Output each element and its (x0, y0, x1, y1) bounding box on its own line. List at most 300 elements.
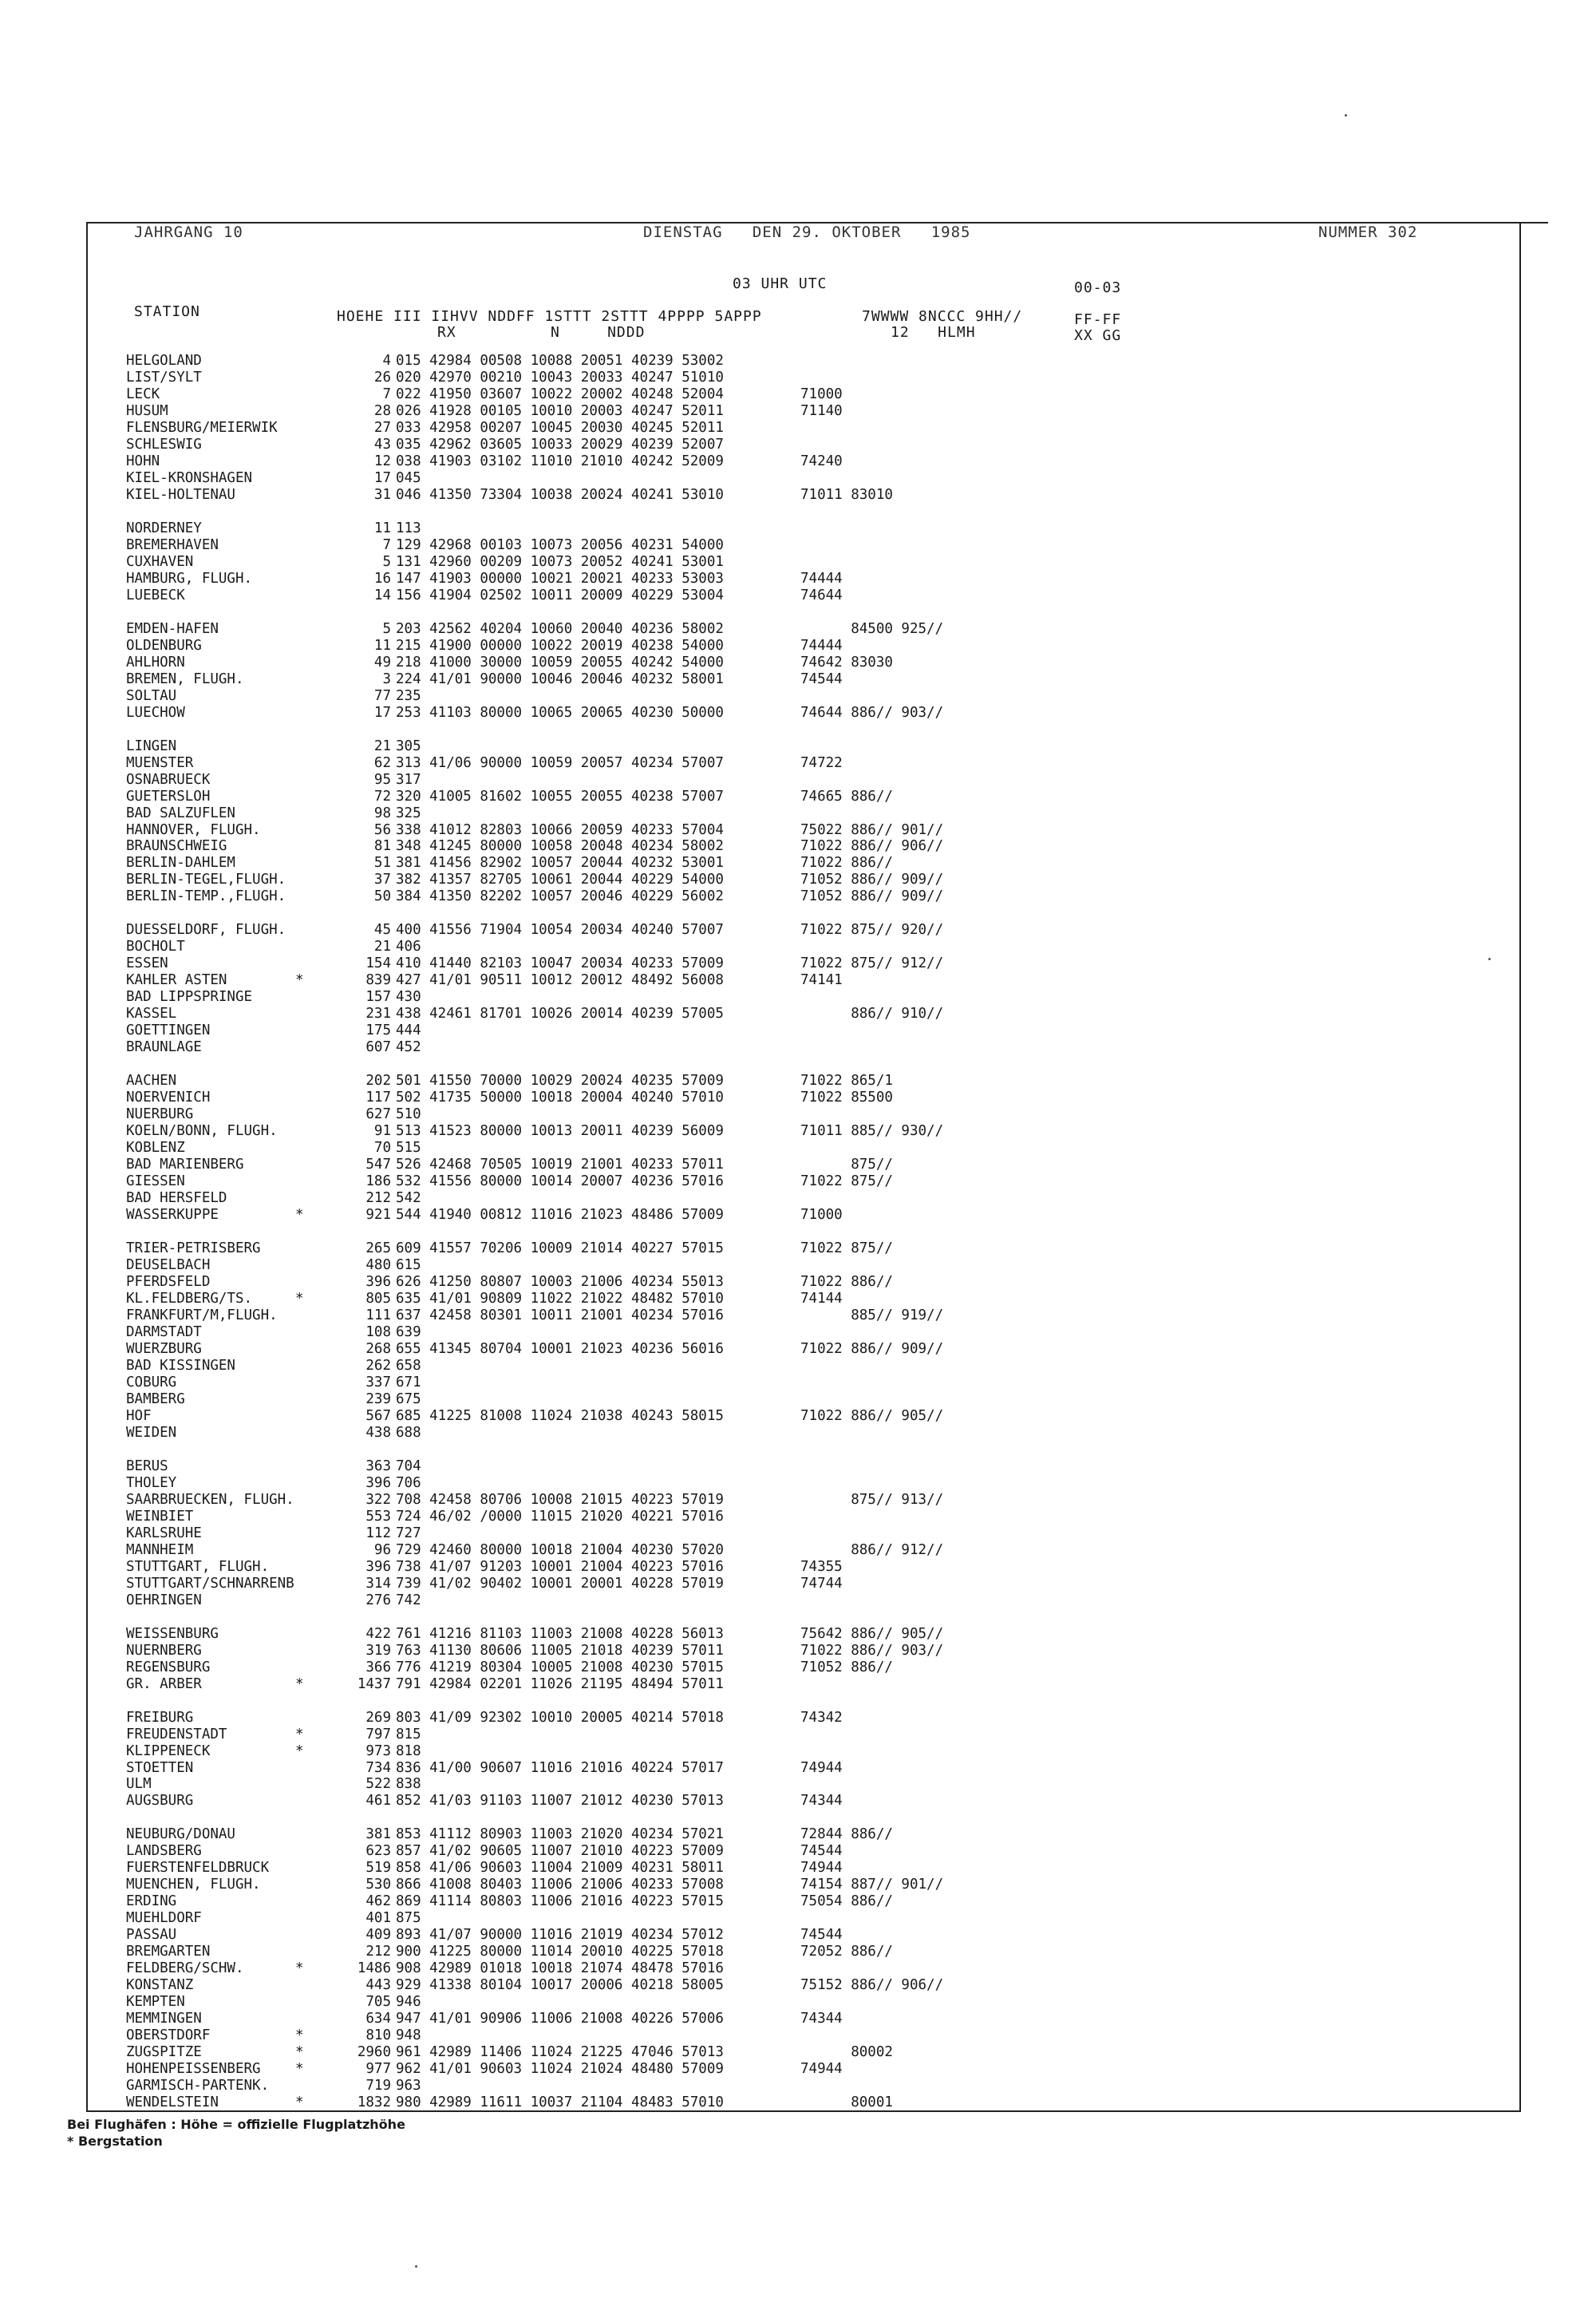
table-row (86, 386, 1507, 403)
synop-groups: 857 41/02 90605 11007 21010 40223 57009 (396, 1843, 724, 1860)
extra-groups: 74642 83030 (800, 654, 893, 670)
station-name: SOLTAU (126, 687, 177, 704)
station-name: DEUSELBACH (126, 1257, 211, 1274)
station-name: TRIER-PETRISBERG (126, 1240, 261, 1257)
station-height: 7 (382, 386, 391, 402)
synop-groups: 946 (396, 1994, 421, 2011)
synop-groups: 033 42958 00207 10045 20030 40245 52011 (396, 419, 724, 436)
extra-groups: 875// 913// (800, 1491, 944, 1508)
station-height: 108 (365, 1323, 391, 1340)
station-name: STOETTEN (126, 1759, 194, 1776)
synop-groups: 410 41440 82103 10047 20034 40233 57009 (396, 955, 724, 972)
station-name: NORDERNEY (126, 520, 202, 536)
station-name: KIEL-HOLTENAU (126, 486, 235, 503)
station-height: 175 (365, 1022, 391, 1039)
station-name: LUECHOW (126, 704, 185, 721)
station-height: 422 (365, 1625, 391, 1642)
station-height: 366 (365, 1659, 391, 1675)
volume-label: JAHRGANG 10 (134, 223, 243, 241)
synop-groups: 224 41/01 90000 10046 20046 40232 58001 (396, 670, 724, 687)
extra-groups: 74144 (800, 1291, 843, 1307)
station-height: 977 (365, 2061, 391, 2078)
table-row (86, 470, 1507, 487)
station-height: 363 (365, 1458, 391, 1474)
synop-groups: 381 41456 82902 10057 20044 40232 53001 (396, 855, 724, 872)
synop-groups: 671 (396, 1374, 421, 1390)
table-row (86, 1860, 1507, 1877)
table-row (86, 989, 1507, 1006)
station-height: 438 (365, 1424, 391, 1441)
station-height: 314 (365, 1575, 391, 1592)
station-name: WASSERKUPPE (126, 1207, 219, 1224)
station-name: ULM (126, 1776, 152, 1793)
station-height: 28 (373, 402, 391, 419)
extra-groups: 71022 875// (800, 1173, 893, 1190)
extra-groups: 80002 (800, 2044, 893, 2061)
table-row (86, 1240, 1507, 1257)
table-row (86, 688, 1507, 705)
station-height: 77 (373, 687, 391, 704)
station-height: 212 (365, 1190, 391, 1207)
table-row (86, 822, 1507, 839)
synop-groups: 320 41005 81602 10055 20055 40238 57007 (396, 788, 724, 805)
table-row (86, 1944, 1507, 1960)
synop-groups: 609 41557 70206 10009 21014 40227 57015 (396, 1240, 724, 1257)
station-name: MUENSTER (126, 754, 194, 771)
table-row (86, 1307, 1507, 1324)
synop-groups: 929 41338 80104 10017 20006 40218 58005 (396, 1977, 724, 1994)
synop-groups: 218 41000 30000 10059 20055 40242 54000 (396, 654, 724, 670)
synop-groups: 022 41950 03607 10022 20002 40248 52004 (396, 386, 724, 402)
table-row (86, 1207, 1507, 1224)
station-name: GUETERSLOH (126, 788, 211, 805)
synop-groups: 658 (396, 1357, 421, 1374)
synop-groups: 438 42461 81701 10026 20014 40239 57005 (396, 1006, 724, 1022)
extra-groups: 71052 886// (800, 1659, 893, 1675)
table-row (86, 1643, 1507, 1659)
station-name: MUENCHEN, FLUGH. (126, 1877, 261, 1893)
station-name: BRAUNLAGE (126, 1039, 202, 1056)
table-row (86, 772, 1507, 789)
table-row (86, 838, 1507, 855)
table-row (86, 1927, 1507, 1944)
station-name: KOBLENZ (126, 1140, 185, 1157)
table-row (86, 738, 1507, 755)
station-name: BRAUNSCHWEIG (126, 838, 227, 855)
footnote-mountain-station: * Bergstation (67, 2134, 163, 2149)
synop-groups: 203 42562 40204 10060 20040 40236 58002 (396, 620, 724, 637)
station-height: 396 (365, 1274, 391, 1291)
station-name: KEMPTEN (126, 1994, 185, 2011)
synop-groups: 838 (396, 1776, 421, 1793)
station-height: 26 (373, 369, 391, 386)
station-name: GIESSEN (126, 1173, 185, 1190)
station-height: 623 (365, 1843, 391, 1860)
station-name: EMDEN-HAFEN (126, 620, 219, 637)
synop-groups: 215 41900 00000 10022 20019 40238 54000 (396, 637, 724, 654)
station-name: KIEL-KRONSHAGEN (126, 469, 253, 486)
station-name: COBURG (126, 1374, 177, 1390)
mountain-marker: * (295, 1960, 304, 1977)
synop-groups: 836 41/00 90607 11016 21016 40224 57017 (396, 1759, 724, 1776)
extra-groups: 74944 (800, 2061, 843, 2078)
station-name: HANNOVER, FLUGH. (126, 821, 261, 838)
table-row (86, 2011, 1507, 2027)
synop-groups: 026 41928 00105 10010 20003 40247 52011 (396, 402, 724, 419)
station-name: BAD LIPPSPRINGE (126, 989, 253, 1006)
station-name: NUERNBERG (126, 1642, 202, 1659)
station-height: 396 (365, 1558, 391, 1575)
table-row (86, 1743, 1507, 1760)
table-row (86, 1776, 1507, 1793)
extra-groups: 74240 (800, 453, 843, 469)
synop-groups: 325 (396, 805, 421, 821)
table-row (86, 1140, 1507, 1157)
station-height: 462 (365, 1893, 391, 1910)
station-height: 16 (373, 570, 391, 587)
scan-speck (1488, 958, 1491, 960)
extra-groups: 75152 886// 906// (800, 1977, 944, 1994)
synop-groups: 020 42970 00210 10043 20033 40247 51010 (396, 369, 724, 386)
station-height: 21 (373, 939, 391, 955)
station-name: PASSAU (126, 1927, 177, 1944)
station-height: 734 (365, 1759, 391, 1776)
station-name: LECK (126, 386, 160, 402)
station-height: 805 (365, 1291, 391, 1307)
synop-groups: 704 (396, 1458, 421, 1474)
ff-header-line2: XX GG (1074, 327, 1122, 344)
station-name: KOELN/BONN, FLUGH. (126, 1123, 278, 1140)
station-height: 212 (365, 1944, 391, 1960)
table-row (86, 520, 1507, 537)
station-height: 443 (365, 1977, 391, 1994)
station-column-header: STATION (134, 303, 200, 320)
station-height: 1832 (357, 2094, 391, 2111)
synop-groups: 908 42989 01018 10018 21074 48478 57016 (396, 1960, 724, 1977)
synop-groups: 615 (396, 1257, 421, 1274)
station-height: 627 (365, 1106, 391, 1123)
extra-groups: 71022 875// 912// (800, 955, 944, 972)
station-height: 50 (373, 888, 391, 905)
synop-groups: 869 41114 80803 11006 21016 40223 57015 (396, 1893, 724, 1910)
table-row (86, 420, 1507, 437)
station-height: 56 (373, 821, 391, 838)
extra-groups: 71022 875// 920// (800, 922, 944, 939)
table-row (86, 1374, 1507, 1391)
station-name: KAHLER ASTEN (126, 972, 227, 989)
extra-groups: 886// 910// (800, 1006, 944, 1022)
station-name: FELDBERG/SCHW. (126, 1960, 244, 1977)
synop-groups: 791 42984 02201 11026 21195 48494 57011 (396, 1675, 724, 1692)
station-height: 81 (373, 838, 391, 855)
footnote-airport-height: Bei Flughäfen : Höhe = offizielle Flugplatzhöhe (67, 2117, 405, 2132)
station-height: 553 (365, 1508, 391, 1525)
table-row (86, 353, 1507, 370)
synop-groups: 763 41130 80606 11005 21018 40239 57011 (396, 1642, 724, 1659)
station-height: 3 (382, 670, 391, 687)
station-name: DUESSELDORF, FLUGH. (126, 922, 286, 939)
station-height: 62 (373, 754, 391, 771)
station-height: 921 (365, 1207, 391, 1224)
extra-groups-header-line1: 7WWWW 8NCCC 9HH// (862, 308, 1023, 325)
extra-groups: 74344 (800, 1793, 843, 1810)
synop-groups: 742 (396, 1592, 421, 1608)
mountain-marker: * (295, 1726, 304, 1742)
extra-groups: 75642 886// 905// (800, 1625, 944, 1642)
station-name: KARLSRUHE (126, 1525, 202, 1541)
synop-groups: 818 (396, 1742, 421, 1759)
synop-groups: 708 42458 80706 10008 21015 40223 57019 (396, 1491, 724, 1508)
extra-groups: 75022 886// 901// (800, 821, 944, 838)
station-height: 547 (365, 1157, 391, 1173)
table-row (86, 1291, 1507, 1307)
table-row (86, 1022, 1507, 1039)
mountain-marker: * (295, 1742, 304, 1759)
scan-speck (1345, 114, 1347, 117)
table-row (86, 671, 1507, 688)
synop-groups: 406 (396, 939, 421, 955)
station-height: 401 (365, 1910, 391, 1927)
table-row (86, 2078, 1507, 2094)
extra-groups: 74154 887// 901// (800, 1877, 944, 1893)
station-name: AACHEN (126, 1073, 177, 1090)
extra-groups: 74644 (800, 587, 843, 603)
table-row (86, 1826, 1507, 1843)
synop-groups: 729 42460 80000 10018 21004 40230 57020 (396, 1541, 724, 1558)
station-name: STUTTGART, FLUGH. (126, 1558, 270, 1575)
table-row (86, 587, 1507, 604)
station-name: MUEHLDORF (126, 1910, 202, 1927)
extra-groups: 74944 (800, 1860, 843, 1877)
observation-time: 03 UHR UTC (733, 275, 828, 292)
station-height: 519 (365, 1860, 391, 1877)
synop-groups: 637 42458 80301 10011 21001 40234 57016 (396, 1307, 724, 1323)
synop-groups: 427 41/01 90511 10012 20012 48492 56008 (396, 972, 724, 989)
table-row (86, 537, 1507, 554)
extra-groups: 71052 886// 909// (800, 888, 944, 905)
mountain-marker: * (295, 1291, 304, 1307)
synop-groups: 253 41103 80000 10065 20065 40230 50000 (396, 704, 724, 721)
table-row (86, 1475, 1507, 1492)
station-height: 381 (365, 1826, 391, 1843)
extra-groups: 71022 865/1 (800, 1073, 893, 1090)
station-name: HOHENPEISSENBERG (126, 2061, 261, 2078)
station-name: FLENSBURG/MEIERWIK (126, 419, 278, 436)
table-row (86, 1626, 1507, 1643)
synop-groups: 035 42962 03605 10033 20029 40239 52007 (396, 436, 724, 453)
station-height: 705 (365, 1994, 391, 2011)
station-height: 31 (373, 486, 391, 503)
mountain-marker: * (295, 2027, 304, 2044)
station-name: BOCHOLT (126, 939, 185, 955)
synop-groups: 900 41225 80000 11014 20010 40225 57018 (396, 1944, 724, 1960)
synop-groups: 724 46/02 /0000 11015 21020 40221 57016 (396, 1508, 724, 1525)
station-name: FREIBURG (126, 1709, 194, 1726)
station-height: 480 (365, 1257, 391, 1274)
station-name: KASSEL (126, 1006, 177, 1022)
table-row (86, 370, 1507, 386)
synop-groups: 384 41350 82202 10057 20046 40229 56002 (396, 888, 724, 905)
table-row (86, 1910, 1507, 1927)
table-row (86, 1726, 1507, 1743)
table-row (86, 2044, 1507, 2061)
station-height: 186 (365, 1173, 391, 1190)
table-row (86, 1525, 1507, 1542)
extra-groups: 71022 886// (800, 855, 893, 872)
mountain-marker: * (295, 972, 304, 989)
synop-groups: 626 41250 80807 10003 21006 40234 55013 (396, 1274, 724, 1291)
station-name: BERLIN-TEMP.,FLUGH. (126, 888, 286, 905)
station-height: 239 (365, 1390, 391, 1407)
table-row (86, 955, 1507, 972)
station-height: 268 (365, 1340, 391, 1357)
station-height: 96 (373, 1541, 391, 1558)
station-name: CUXHAVEN (126, 553, 194, 570)
extra-groups: 886// 912// (800, 1541, 944, 1558)
station-height: 634 (365, 2011, 391, 2027)
table-row (86, 1190, 1507, 1207)
synop-groups: 348 41245 80000 10058 20048 40234 58002 (396, 838, 724, 855)
synop-groups: 688 (396, 1424, 421, 1441)
station-name: WEINBIET (126, 1508, 194, 1525)
extra-groups: 71022 886// 905// (800, 1407, 944, 1424)
station-height: 11 (373, 637, 391, 654)
station-height: 797 (365, 1726, 391, 1742)
extra-groups: 71011 885// 930// (800, 1123, 944, 1140)
synop-groups: 015 42984 00508 10088 20051 40239 53002 (396, 353, 724, 369)
columns-header-line1: HOEHE III IIHVV NDDFF 1STTT 2STTT 4PPPP 5APPP (337, 308, 762, 325)
synop-groups: 761 41216 81103 11003 21008 40228 56013 (396, 1625, 724, 1642)
station-height: 51 (373, 855, 391, 872)
synop-groups: 147 41903 00000 10021 20021 40233 53003 (396, 570, 724, 587)
synop-groups: 685 41225 81008 11024 21038 40243 58015 (396, 1407, 724, 1424)
station-height: 567 (365, 1407, 391, 1424)
synop-groups: 706 (396, 1474, 421, 1491)
station-height: 45 (373, 922, 391, 939)
table-row (86, 1760, 1507, 1777)
table-row (86, 1425, 1507, 1442)
table-row (86, 789, 1507, 805)
station-height: 27 (373, 419, 391, 436)
station-name: MEMMINGEN (126, 2011, 202, 2027)
synop-groups: 515 (396, 1140, 421, 1157)
extra-groups: 71000 (800, 1207, 843, 1224)
table-row (86, 1877, 1507, 1893)
synop-groups: 866 41008 80403 11006 21006 40233 57008 (396, 1877, 724, 1893)
table-row (86, 1157, 1507, 1173)
station-name: BAD SALZUFLEN (126, 805, 235, 821)
station-height: 231 (365, 1006, 391, 1022)
table-row (86, 1559, 1507, 1576)
synop-groups: 038 41903 03102 11010 21010 40242 52009 (396, 453, 724, 469)
issue-number: NUMMER 302 (1318, 223, 1418, 241)
synop-groups: 980 42989 11611 10037 21104 48483 57010 (396, 2094, 724, 2111)
extra-groups: 75054 886// (800, 1893, 893, 1910)
station-height: 43 (373, 436, 391, 453)
station-height: 1486 (357, 1960, 391, 1977)
synop-groups: 113 (396, 520, 421, 536)
synop-groups: 046 41350 73304 10038 20024 40241 53010 (396, 486, 724, 503)
station-height: 112 (365, 1525, 391, 1541)
table-row (86, 1458, 1507, 1475)
synop-groups: 131 42960 00209 10073 20052 40241 53001 (396, 553, 724, 570)
mountain-marker: * (295, 2094, 304, 2111)
synop-groups: 156 41904 02502 10011 20009 40229 53004 (396, 587, 724, 603)
period-label: 00-03 (1074, 279, 1122, 296)
table-row (86, 705, 1507, 722)
table-row (86, 1843, 1507, 1860)
synop-groups: 893 41/07 90000 11016 21019 40234 57012 (396, 1927, 724, 1944)
table-row (86, 1977, 1507, 1994)
table-row (86, 1492, 1507, 1509)
station-height: 98 (373, 805, 391, 821)
station-name: OEHRINGEN (126, 1592, 202, 1608)
station-name: LUEBECK (126, 587, 185, 603)
table-row (86, 1123, 1507, 1140)
table-row (86, 1006, 1507, 1022)
station-height: 14 (373, 587, 391, 603)
table-row (86, 1341, 1507, 1358)
station-name: FUERSTENFELDBRUCK (126, 1860, 270, 1877)
station-height: 719 (365, 2078, 391, 2094)
table-row (86, 1592, 1507, 1609)
synop-groups: 305 (396, 738, 421, 754)
synop-groups: 852 41/03 91103 11007 21012 40230 57013 (396, 1793, 724, 1810)
table-row (86, 1542, 1507, 1559)
synop-groups: 430 (396, 989, 421, 1006)
station-height: 1437 (357, 1675, 391, 1692)
station-height: 12 (373, 453, 391, 469)
extra-groups: 72052 886// (800, 1944, 893, 1960)
mountain-marker: * (295, 2061, 304, 2078)
mountain-marker: * (295, 1675, 304, 1692)
table-row (86, 655, 1507, 671)
station-height: 117 (365, 1090, 391, 1106)
synop-groups: 727 (396, 1525, 421, 1541)
station-height: 396 (365, 1474, 391, 1491)
station-height: 49 (373, 654, 391, 670)
table-row (86, 437, 1507, 453)
synop-groups: 875 (396, 1910, 421, 1927)
table-row (86, 939, 1507, 955)
synop-groups: 655 41345 80704 10001 21023 40236 56016 (396, 1340, 724, 1357)
table-row (86, 1257, 1507, 1274)
station-name: BAMBERG (126, 1390, 185, 1407)
table-row (86, 2094, 1507, 2111)
station-height: 522 (365, 1776, 391, 1793)
synop-groups: 235 (396, 687, 421, 704)
station-name: LIST/SYLT (126, 369, 202, 386)
table-row (86, 1039, 1507, 1056)
extra-groups: 71140 (800, 402, 843, 419)
station-name: AHLHORN (126, 654, 185, 670)
table-row (86, 1994, 1507, 2011)
extra-groups: 74444 (800, 637, 843, 654)
table-row (86, 1576, 1507, 1592)
table-row (86, 1391, 1507, 1408)
station-name: HOHN (126, 453, 160, 469)
extra-groups: 71022 886// 903// (800, 1642, 944, 1659)
station-name: HELGOLAND (126, 353, 202, 369)
station-height: 17 (373, 469, 391, 486)
extra-groups: 72844 886// (800, 1826, 893, 1843)
station-height: 337 (365, 1374, 391, 1390)
station-height: 409 (365, 1927, 391, 1944)
station-name: STUTTGART/SCHNARRENB (126, 1575, 294, 1592)
station-height: 72 (373, 788, 391, 805)
station-name: FREUDENSTADT (126, 1726, 227, 1742)
station-height: 530 (365, 1877, 391, 1893)
